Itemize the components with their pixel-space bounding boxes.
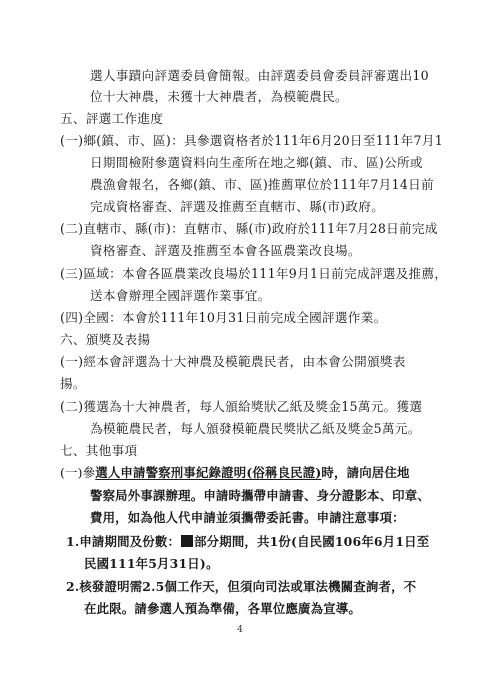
item-5-1-line: (一)鄉(鎮、市、區)：具參選資格者於111年6月20日至111年7月1 [60,133,444,148]
item-6-1-line: (一)經本會評選為十大神農及模範農民者，由本會公開頒獎表 [60,354,406,369]
section-heading-five: 五、評選工作進度 [60,111,164,126]
note-2-line: 在此限。請參選人預為準備，各單位應廣為宣導。 [84,601,361,616]
item-5-3-line: (三)區域：本會各區農業改良場於111年9月1日前完成評選及推薦， [60,266,448,281]
item-6-1-line: 揚。 [60,376,86,391]
section-heading-six: 六、頒獎及表揚 [60,332,151,347]
police-record-certificate-text: 選人申請警察刑事紀錄證明(俗稱良民證) [95,465,322,480]
section-heading-seven: 七、其他事項 [60,443,138,458]
note-1-suffix: 部分期間，共1份(自民國106年6月1日至 [194,534,430,549]
item-5-1-line: 日期間檢附參選資料向生產所在地之鄉(鎮、市、區)公所或 [90,155,423,170]
item-5-3-line: 送本會辦理全國評選作業事宜。 [90,288,271,303]
item-5-1-line: 完成資格審查、評選及推薦至直轄市、縣(市)政府。 [90,199,385,214]
note-1-line [66,534,429,550]
note-1-line: 民國111年5月31日)。 [84,556,219,571]
paragraph-line: 選人事蹟向評選委員會簡報。由評選委員會委員評審選出10 [90,68,429,83]
item-7-1-line [60,465,410,481]
item-5-4-line: (四)全國：本會於111年10月31日前完成全國評選作業。 [60,310,387,325]
page-number: 4 [237,625,243,635]
note-2-line: 2.核發證明需2.5個工作天，但須向司法或軍法機關查詢者，不 [66,579,417,594]
item-5-1-line: 農漁會報名，各鄉(鎮、市、區)推薦單位於111年7月14日前 [90,177,434,192]
item-6-2-line: 為模範農民者，每人頒發模範農民獎狀乙紙及獎金5萬元。 [90,421,421,436]
item-6-2-line: (二)獲選為十大神農者，每人頒給獎狀乙紙及獎金15萬元。獲選 [60,399,423,414]
paragraph-line: 位十大神農，未獲十大神農者，為模範農民。 [90,89,348,104]
item-5-2-line: 資格審查、評選及推薦至本會各區農業改良場。 [90,243,361,258]
note-1-prefix: 1.申請期間及份數： [66,534,181,549]
checkbox-filled-icon [181,535,193,547]
item-7-1-suffix: 時，請向居住地 [321,465,410,480]
item-7-1-line: 費用，如為他人代申請並須攜帶委託書。申請注意事項： [90,510,405,525]
item-7-1-line: 警察局外事課辦理。申請時攜帶申請書、身分證影本、印章、 [90,488,430,503]
item-5-2-line: (二)直轄市、縣(市)：直轄市、縣(市)政府於111年7月28日前完成 [60,221,438,236]
item-7-1-prefix: (一)參 [60,465,96,480]
